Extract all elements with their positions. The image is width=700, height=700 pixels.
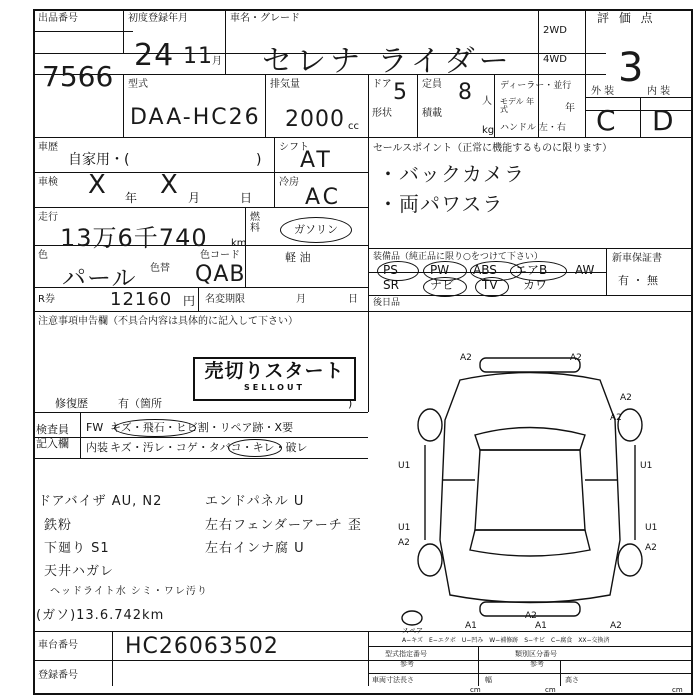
color-code-value: QAB — [195, 262, 246, 287]
length-cm: cm — [470, 686, 481, 694]
aircon-value: AC — [305, 185, 342, 210]
first-reg-label: 初度登録年月 — [128, 13, 188, 24]
history-label: 車歴 — [38, 142, 58, 153]
drive-2wd: 2WD — [543, 25, 567, 36]
damage-mark: A2 — [398, 538, 410, 548]
model-year-label: モデル 年式 — [500, 97, 535, 114]
interior-value: D — [652, 104, 675, 137]
score-label: 評 価 点 — [597, 11, 656, 25]
car-grade-label: 車名・グレード — [230, 13, 300, 24]
grid-line — [494, 74, 495, 137]
height-label: 高さ — [565, 676, 579, 684]
chassis-label: 車台番号 — [38, 640, 78, 651]
name-change-label: 名変期限 — [205, 294, 245, 305]
sales-point-2: ・両パワスラ — [378, 192, 504, 216]
displacement-value: 2000 — [285, 107, 345, 132]
grid-line — [33, 458, 368, 459]
inspection-label: 車検 — [38, 177, 58, 188]
warranty-value: 有 ・ 無 — [618, 274, 658, 287]
equip-pw: PW — [430, 263, 450, 277]
grid-line — [33, 412, 368, 413]
fw-circle — [114, 419, 196, 437]
capacity-label: 定員 — [422, 79, 442, 90]
class-ref-label: 参考 — [530, 660, 544, 668]
class-number-label: 類別区分番号 — [515, 650, 557, 658]
inspector-label-top: 検査員 — [36, 423, 69, 436]
mileage-label: 走行 — [38, 212, 58, 223]
memo-line: (ガソ)13.6.742km — [36, 608, 165, 623]
warranty-label: 新車保証書 — [612, 253, 662, 264]
grid-line — [560, 660, 561, 686]
sales-point-1: ・バックカメラ — [378, 162, 525, 186]
year-unit: 年 — [565, 103, 575, 114]
name-change-month: 月 — [296, 294, 306, 305]
notes-label: 注意事項申告欄（不具合内容は具体的に記入して下さい） — [38, 316, 298, 327]
wheel — [418, 544, 442, 576]
memo-line: ヘッドライト水 シミ・ワレ汚り — [50, 586, 208, 597]
grid-line — [33, 311, 693, 312]
grid-line — [198, 287, 199, 311]
shape-label: 形状 — [372, 108, 392, 119]
damage-mark: U1 — [398, 461, 411, 471]
grid-line — [225, 9, 226, 74]
wheel — [418, 409, 442, 441]
doors-value: 5 — [393, 80, 408, 105]
fuel-label: 燃料 — [250, 212, 260, 234]
grid-line — [585, 97, 693, 98]
damage-legend: A−キズ E−エクボ U−凹み W−補修跡 S−サビ C−腐食 XX−交換済 — [402, 637, 610, 644]
repair-close: ) — [348, 397, 353, 410]
damage-mark: U1 — [398, 523, 411, 533]
grid-line — [368, 673, 693, 674]
grid-line — [274, 137, 275, 207]
memo-line: 下廻り S1 — [44, 541, 110, 556]
sales-points-label: セールスポイント（正常に機能するものに限ります） — [373, 143, 613, 154]
dealer-label: ディーラー・並行 — [500, 81, 572, 91]
shift-value: AT — [300, 148, 333, 173]
spec-number-label: 型式指定番号 — [385, 650, 427, 658]
inspection-month-unit: 月 — [188, 191, 201, 205]
rear-window — [470, 530, 590, 556]
name-change-day: 日 — [348, 294, 358, 305]
grid-line — [33, 31, 133, 32]
grid-line — [368, 248, 693, 249]
fw-label: FW — [86, 421, 104, 434]
score-value: 3 — [618, 45, 645, 91]
front-bumper — [480, 358, 580, 372]
damage-mark: A2 — [610, 413, 622, 423]
color-value: パール — [62, 264, 137, 292]
grid-line — [80, 412, 81, 458]
model-value: DAA-HC26 — [130, 105, 261, 130]
first-reg-year: 24 — [134, 38, 175, 73]
damage-mark: A2 — [610, 621, 622, 630]
length-label: 長さ — [400, 676, 414, 684]
memo-right-line: エンドパネル U — [205, 494, 305, 509]
recycle-value: 12160 — [110, 289, 173, 310]
repair-value: 有（箇所 — [118, 397, 162, 410]
equip-aw: AW — [575, 263, 595, 277]
fw-items: キズ・飛石・ヒビ割・リペア跡・X要 — [110, 421, 294, 434]
grid-line — [640, 97, 641, 137]
equip-leather: カワ — [523, 278, 548, 292]
stamp-main: 売切りスタート — [204, 360, 345, 382]
interior-label: 内 装 — [647, 86, 671, 97]
width-cm: cm — [545, 686, 556, 694]
damage-mark: A1 — [465, 621, 477, 630]
inspection-day-unit: 日 — [240, 191, 253, 205]
spare-tire — [402, 611, 422, 625]
mileage-value: 13万6千740 — [60, 224, 208, 252]
equip-circle — [510, 261, 567, 281]
registration-label: 登録番号 — [38, 670, 78, 681]
height-cm: cm — [672, 686, 683, 694]
inspection-year-unit: 年 — [125, 191, 138, 205]
damage-mark: A2 — [570, 353, 582, 363]
person-unit: 人 — [482, 96, 492, 107]
first-reg-month: 11 — [183, 44, 213, 69]
interior-inspect-label: 内装 — [86, 441, 108, 454]
capacity-value: 8 — [458, 80, 473, 105]
car-body-outline — [440, 373, 620, 603]
damage-mark: U1 — [640, 461, 653, 471]
memo-line: ドアバイザ AU, N2 — [38, 494, 163, 509]
damage-mark: A2 — [620, 393, 632, 403]
grid-line — [112, 631, 113, 686]
exterior-value: C — [596, 104, 617, 137]
grid-line — [585, 9, 586, 137]
front-windshield — [475, 428, 585, 451]
grid-line — [368, 74, 369, 311]
chassis-value: HC26063502 — [125, 634, 279, 659]
stamp-sub: SELLOUT — [244, 383, 305, 392]
kg-unit: kg — [482, 125, 495, 136]
color-label: 色 — [38, 250, 48, 261]
equip-airbag: エアB — [515, 263, 548, 277]
grid-line — [123, 74, 124, 137]
damage-mark: A2 — [460, 353, 472, 363]
model-label: 型式 — [128, 79, 148, 90]
memo-right-line: 左右フェンダーアーチ 歪 — [205, 518, 362, 533]
grid-line — [33, 660, 693, 661]
size-label: 車両寸法 — [372, 676, 400, 684]
grid-line — [417, 74, 418, 137]
retrofit-label: 後日品 — [373, 298, 401, 308]
handle-label: ハンドル 左・右 — [500, 123, 566, 133]
doors-label: ドア — [372, 79, 392, 90]
color-code-label: 色コード — [200, 250, 240, 261]
history-close: ) — [256, 152, 262, 168]
equip-navi: ナビ — [430, 278, 455, 292]
lubrication-label: 軽 油 — [285, 251, 311, 264]
grid-line — [368, 646, 693, 647]
interior-inspect-items: キズ・汚レ・コゲ・タバコ・キレ・破レ — [110, 441, 308, 454]
wheel — [618, 544, 642, 576]
cc-unit: cc — [348, 121, 359, 132]
lot-label: 出品番号 — [38, 13, 78, 24]
sellout-stamp — [193, 357, 356, 401]
damage-mark: A2 — [645, 543, 657, 553]
equip-sr: SR — [383, 278, 399, 292]
grid-line — [33, 437, 368, 438]
inspection-month-scribble: X — [160, 170, 179, 200]
car-name: セレナ ライダー — [262, 44, 513, 79]
equip-circle — [423, 277, 467, 297]
grid-line — [33, 137, 693, 138]
displacement-label: 排気量 — [270, 79, 300, 90]
grid-line — [606, 248, 607, 295]
equip-abs: ABS — [473, 263, 497, 277]
load-label: 積載 — [422, 108, 442, 119]
memo-line: 天井ハガレ — [44, 564, 115, 579]
grid-line — [123, 9, 124, 53]
equip-circle — [377, 261, 419, 281]
memo-right-line: 左右インナ腐 U — [205, 541, 305, 556]
inspection-year-scribble: X — [88, 170, 107, 200]
month-unit: 月 — [212, 56, 222, 67]
width-label: 幅 — [485, 676, 492, 684]
equip-tv: TV — [482, 278, 498, 292]
recycle-label: R券 — [38, 294, 55, 305]
damage-mark: A2 — [525, 611, 537, 621]
interior-circle — [228, 439, 282, 457]
damage-mark: A1 — [535, 621, 547, 630]
grid-line — [368, 295, 693, 296]
car-damage-diagram — [370, 340, 690, 630]
grid-line — [538, 9, 539, 137]
memo-line: 鉄粉 — [44, 518, 73, 533]
spec-ref-label: 参考 — [400, 660, 414, 668]
exterior-label: 外 装 — [591, 86, 615, 97]
shift-label: シフト — [279, 142, 309, 153]
repair-label: 修復歴 — [55, 397, 88, 410]
fuel-value: ガソリン — [294, 223, 338, 236]
grid-line — [265, 74, 266, 137]
car-roof-outline — [475, 450, 585, 530]
grid-line — [478, 646, 479, 686]
grid-line — [368, 631, 369, 686]
equip-circle — [475, 277, 509, 297]
drive-4wd: 4WD — [543, 54, 567, 65]
grid-line — [368, 311, 369, 412]
equip-ps: PS — [383, 263, 398, 277]
aircon-label: 冷房 — [279, 177, 299, 188]
color-change-label: 色替 — [150, 263, 170, 274]
km-unit: km — [231, 238, 247, 249]
history-value: 自家用・( — [68, 152, 130, 168]
damage-mark: U1 — [645, 523, 658, 533]
yen-unit: 円 — [183, 294, 196, 308]
equipment-label: 装備品（純正品に限り○をつけて下さい） — [373, 252, 543, 262]
spare-label: スペア — [402, 627, 423, 635]
lot-number: 7566 — [42, 60, 114, 93]
grid-line — [33, 631, 693, 632]
inspector-label-bottom: 記入欄 — [36, 437, 69, 450]
